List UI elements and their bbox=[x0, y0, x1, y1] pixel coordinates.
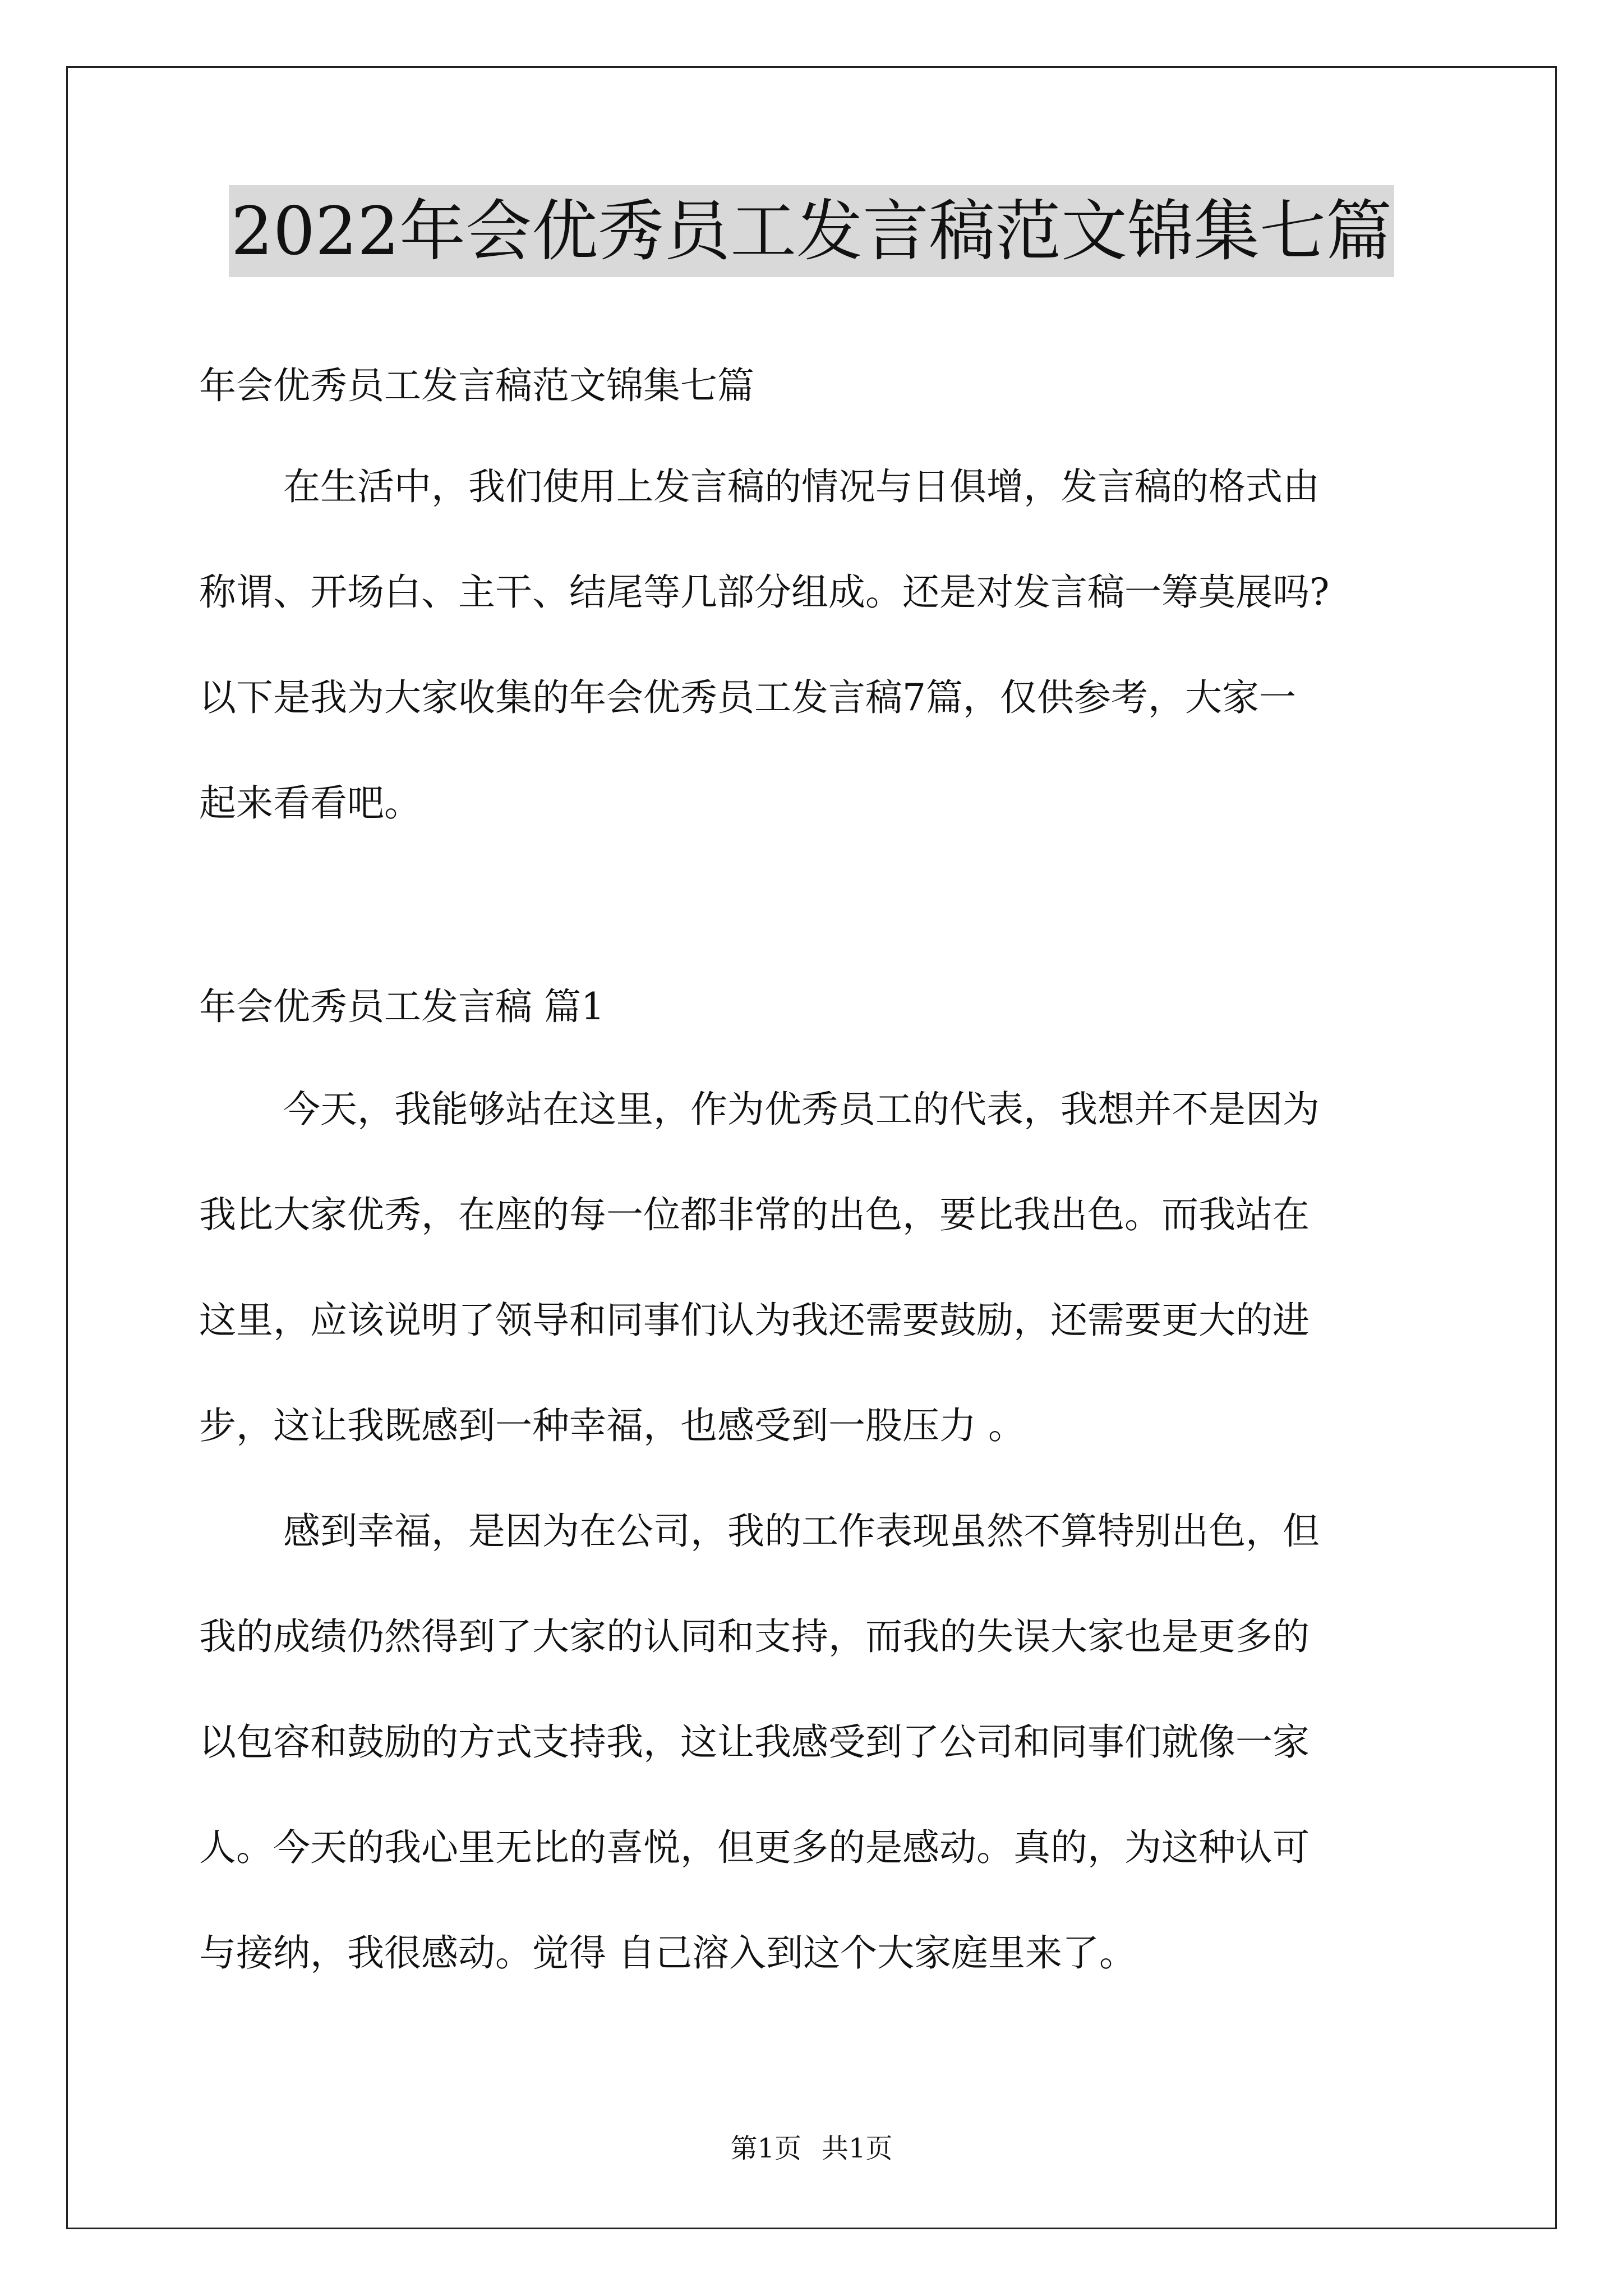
para2-line-1: 感到幸福，是因为在公司，我的工作表现虽然不算特别出色，但 bbox=[283, 1510, 1320, 1553]
para1-line-4: 步，这让我既感到一种幸福，也感受到一股压力 。 bbox=[199, 1404, 1025, 1447]
intro-line-3: 以下是我为大家收集的年会优秀员工发言稿7篇，仅供参考，大家一 bbox=[199, 676, 1296, 719]
para2-line-5: 与接纳，我很感动。觉得 自己溶入到这个大家庭里来了。 bbox=[199, 1931, 1136, 1975]
document-title: 2022年会优秀员工发言稿范文锦集七篇 bbox=[229, 185, 1394, 277]
para1-line-1: 今天，我能够站在这里，作为优秀员工的代表，我想并不是因为 bbox=[283, 1088, 1320, 1131]
section-heading: 年会优秀员工发言稿 篇1 bbox=[199, 985, 605, 1028]
intro-line-2: 称谓、开场白、主干、结尾等几部分组成。还是对发言稿一筹莫展吗? bbox=[199, 570, 1330, 614]
title-container bbox=[0, 185, 1623, 277]
page-number-total: 共1页 bbox=[822, 2133, 893, 2164]
page-footer bbox=[0, 2132, 1623, 2165]
para1-line-2: 我比大家优秀，在座的每一位都非常的出色，要比我出色。而我站在 bbox=[199, 1193, 1310, 1236]
intro-line-1: 在生活中，我们使用上发言稿的情况与日俱增，发言稿的格式由 bbox=[283, 465, 1320, 508]
para2-line-3: 以包容和鼓励的方式支持我，这让我感受到了公司和同事们就像一家 bbox=[199, 1720, 1310, 1764]
para2-line-2: 我的成绩仍然得到了大家的认同和支持，而我的失误大家也是更多的 bbox=[199, 1615, 1310, 1658]
document-subtitle: 年会优秀员工发言稿范文锦集七篇 bbox=[199, 364, 754, 407]
para2-line-4: 人。今天的我心里无比的喜悦，但更多的是感动。真的，为这种认可 bbox=[199, 1826, 1310, 1869]
intro-line-4: 起来看看吧。 bbox=[199, 781, 421, 825]
page-number-current: 第1页 bbox=[730, 2133, 801, 2164]
para1-line-3: 这里，应该说明了领导和同事们认为我还需要鼓励，还需要更大的进 bbox=[199, 1299, 1310, 1342]
